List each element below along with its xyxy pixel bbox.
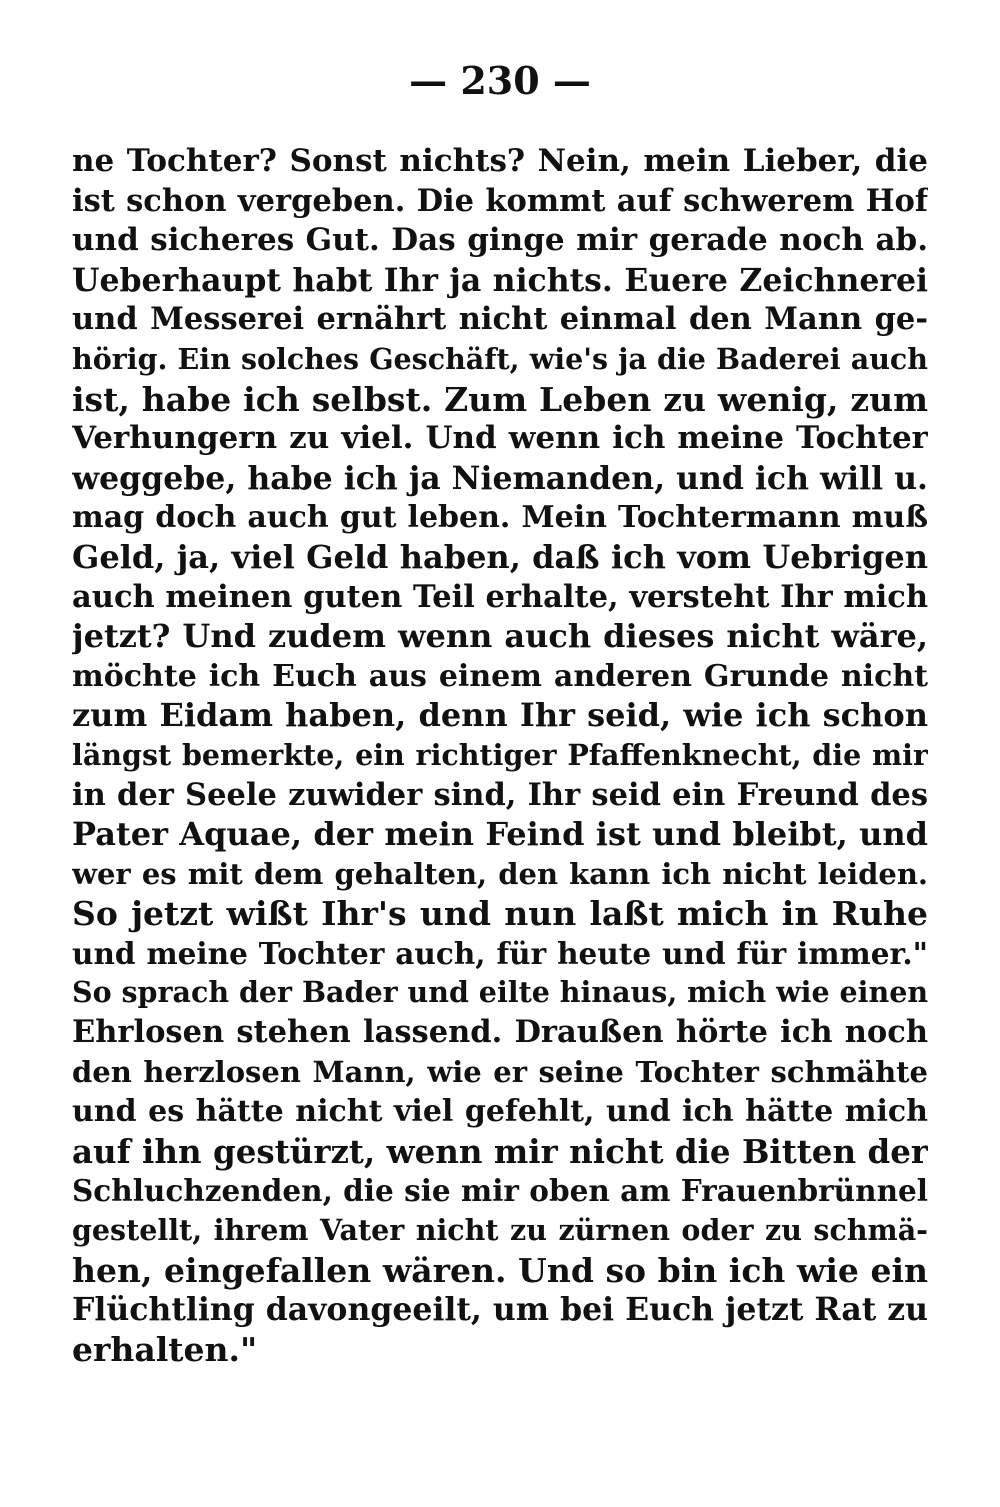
text-line: Flüchtling davongeeilt, um bei Euch jetzt Rat zu — [72, 1291, 928, 1329]
text-line: Pater Aquae, der mein Feind ist und bleibt, und — [72, 815, 928, 854]
text-line: ne Tochter? Sonst nichts? Nein, mein Lieber, die — [72, 143, 928, 179]
text-line: längst bemerkte, ein richtiger Pfaffenknecht, die mir — [72, 737, 928, 772]
text-line: So sprach der Bader und eilte hinaus, mich wie einen — [72, 975, 928, 1010]
text-line: möchte ich Euch aus einem anderen Grunde nicht — [72, 658, 928, 694]
text-line: auch meinen guten Teil erhalte, versteht Ihr mich — [72, 578, 928, 615]
text-line: hörig. Ein solches Geschäft, wie's ja die Baderei auch — [72, 341, 928, 376]
text-line: auf ihn gestürzt, wenn mir nicht die Bitten der — [72, 1131, 928, 1171]
text-line: weggebe, habe ich ja Niemanden, und ich will u. — [72, 459, 928, 497]
text-line: Ehrlosen stehen lassend. Draußen hörte ich noch — [72, 1014, 928, 1051]
text-line: zum Eidam haben, denn Ihr seid, wie ich schon — [72, 696, 928, 735]
text-line: hen, eingefallen wären. Und so bin ich wie ein — [72, 1250, 928, 1290]
text-line: und sicheres Gut. Das ginge mir gerade noch ab. — [72, 222, 928, 259]
text-line: und meine Tochter auch, für heute und für immer." — [72, 935, 928, 971]
page-number: — 230 — — [409, 58, 591, 103]
text-line: Schluchzenden, die sie mir oben am Frauenbrünnel — [72, 1173, 928, 1209]
text-line: Geld, ja, viel Geld haben, daß ich vom Uebrigen — [72, 537, 928, 576]
text-line: ist, habe ich selbst. Zum Leben zu wenig, zum — [72, 379, 928, 419]
text-line: jetzt? Und zudem wenn auch dieses nicht wäre, — [72, 617, 928, 656]
text-line: Ueberhaupt habt Ihr ja nichts. Euere Zeichnerei — [72, 261, 928, 299]
text-line: So jetzt wißt Ihr's und nun laßt mich in Ruhe — [72, 894, 928, 934]
text-line: erhalten." — [72, 1329, 258, 1369]
text-line: den herzlosen Mann, wie er seine Tochter schmähte — [72, 1054, 928, 1089]
text-line: und Messerei ernährt nicht einmal den Mann ge- — [72, 301, 928, 338]
text-line: gestellt, ihrem Vater nicht zu zürnen oder zu schmä- — [72, 1213, 928, 1248]
text-line: in der Seele zuwider sind, Ihr seid ein Freund des — [72, 776, 928, 813]
text-line: wer es mit dem gehalten, den kann ich nicht leiden. — [72, 856, 928, 891]
body-text — [72, 142, 928, 1369]
text-line: ist schon vergeben. Die kommt auf schwerem Hof — [72, 182, 928, 219]
text-line: mag doch auch gut leben. Mein Tochtermann muß — [72, 500, 928, 536]
text-line: und es hätte nicht viel gefehlt, und ich hätte mich — [72, 1094, 928, 1130]
text-line: Verhungern zu viel. Und wenn ich meine Tochter — [72, 420, 928, 457]
